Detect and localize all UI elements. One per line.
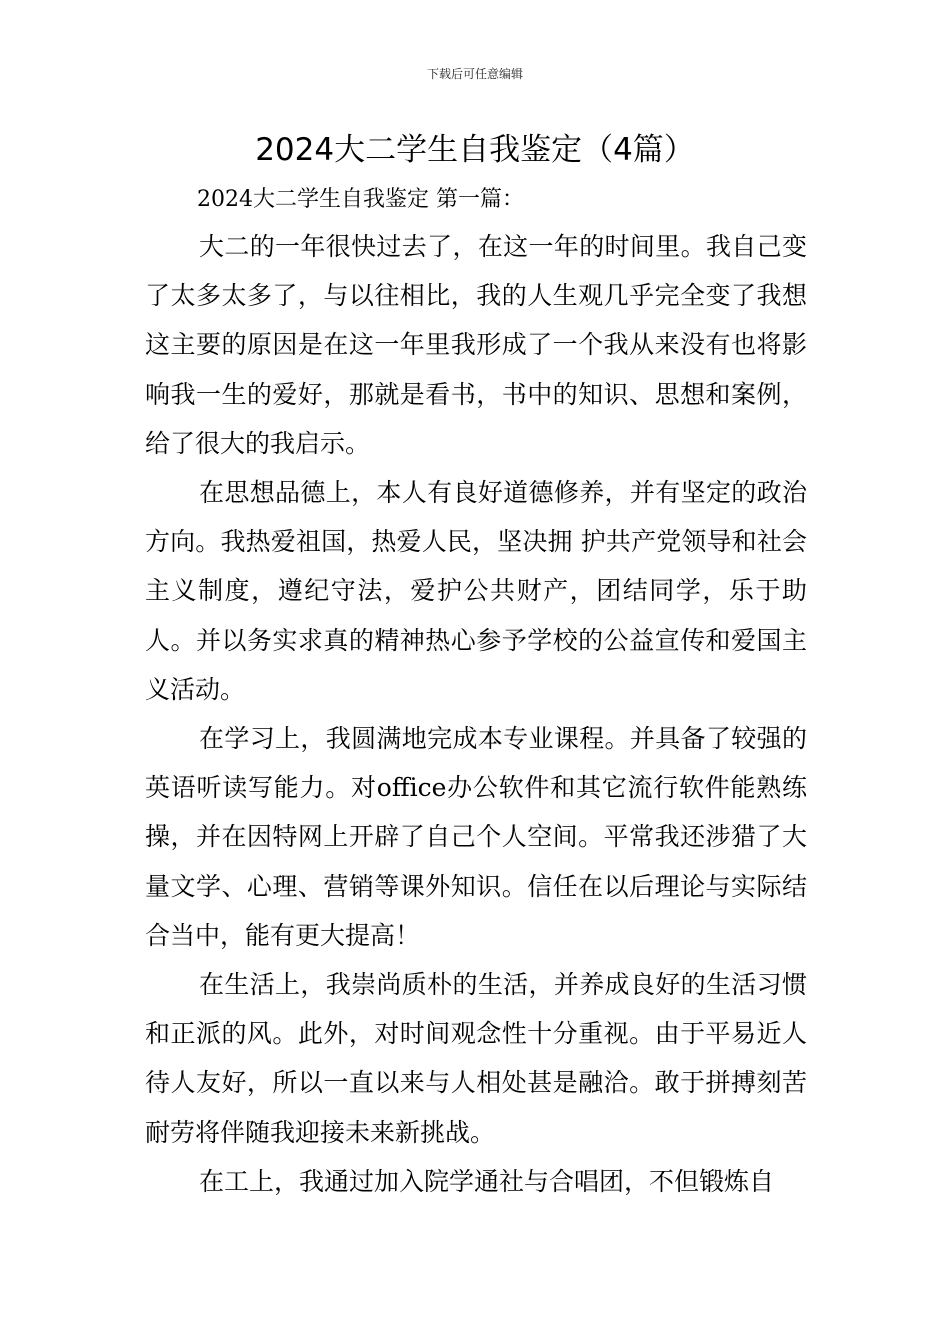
paragraph-study: 在学习上，我圆满地完成本专业课程。并具备了较强的英语听读写能力。对office办公软件和其它流行软件能熟练操，并在因特网上开辟了自己个人空间。平常我还涉猎了大量文学、心理、营销等课外知识。信任在以后理论与实际结合当中，能有更大提高！	[145, 724, 807, 950]
paragraph-morality: 在思想品德上，本人有良好道德修养，并有坚定的政治方向。我热爱祖国，热爱人民，坚决拥 护共产党领导和社会主义制度，遵纪守法，爱护公共财产，团结同学，乐于助人。并以务实求真的精神热心参予学校的公益宣传和爱国主义活动。	[145, 478, 807, 704]
paragraph-intro: 大二的一年很快过去了，在这一年的时间里。我自己变了太多太多了，与以往相比，我的人生观几乎完全变了我想这主要的原因是在这一年里我形成了一个我从来没有也将影响我一生的爱好，那就是看书，书中的知识、思想和案例，给了很大的我启示。	[145, 232, 807, 458]
document-title: 2024大二学生自我鉴定（4篇）	[255, 132, 695, 168]
paragraph-work: 在工上，我通过加入院学通社与合唱团，不但锻炼自	[199, 1166, 775, 1196]
section-subtitle: 2024大二学生自我鉴定 第一篇：	[197, 187, 524, 212]
paragraph-life: 在生活上，我崇尚质朴的生活，并养成良好的生活习惯和正派的风。此外，对时间观念性十分重视。由于平易近人待人友好，所以一直以来与人相处甚是融洽。敢于拼搏刻苦耐劳将伴随我迎接未来新挑战。	[145, 970, 807, 1147]
document-body	[145, 178, 807, 1206]
download-note: 下载后可任意编辑	[426, 67, 523, 81]
